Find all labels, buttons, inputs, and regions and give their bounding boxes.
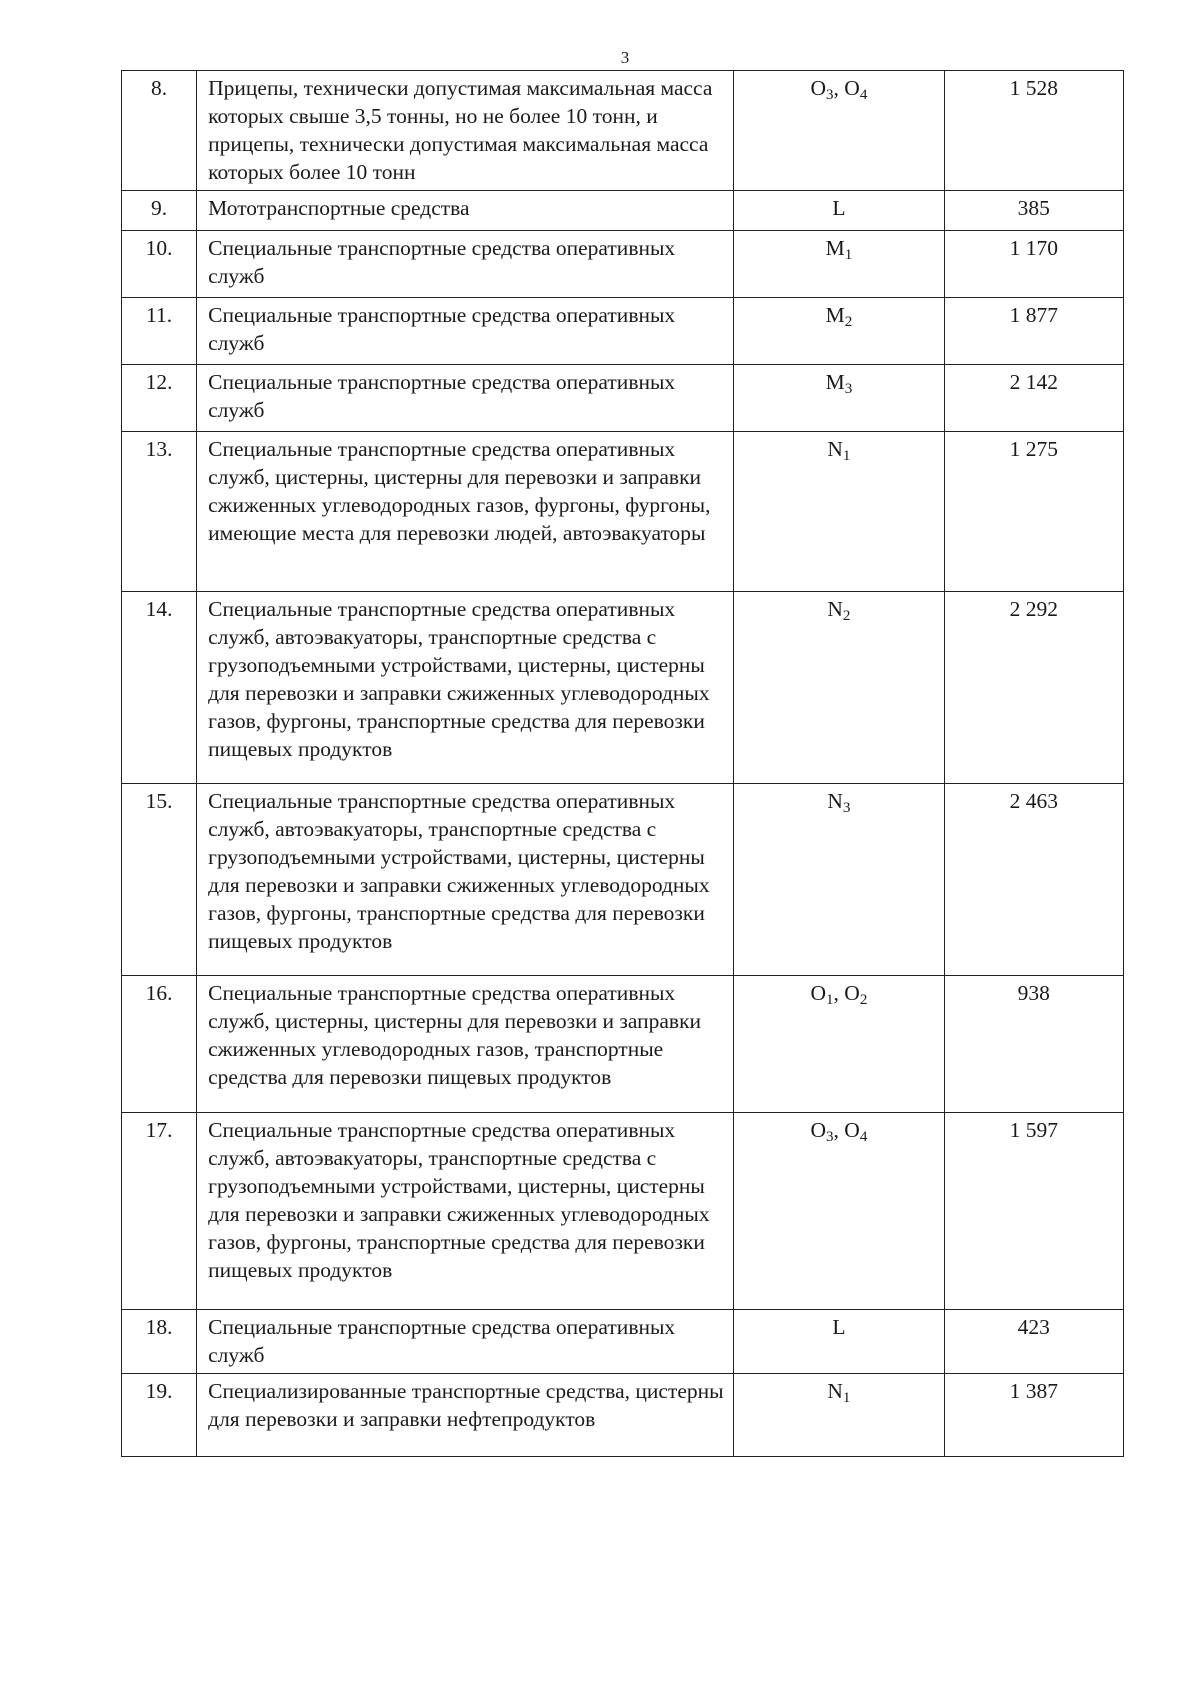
row-number: 12. [122, 365, 197, 432]
table-row [122, 191, 1124, 231]
vehicle-category: $N_2$ [734, 592, 944, 784]
row-number: 17. [122, 1113, 197, 1310]
vehicle-description: Специальные транспортные средства оперативных служб [197, 298, 734, 365]
table-row [122, 784, 1124, 976]
table-body [122, 71, 1124, 1457]
vehicle-category: $M_3$ [734, 365, 944, 432]
page-number: 3 [620, 48, 630, 67]
fee-value: 938 [944, 976, 1123, 1113]
fee-value: 1 877 [944, 298, 1123, 365]
row-number: 13. [122, 432, 197, 592]
row-number: 18. [122, 1310, 197, 1374]
vehicle-description: Специальные транспортные средства оперативных служб [197, 231, 734, 298]
vehicle-description: Специальные транспортные средства оперативных служб [197, 1310, 734, 1374]
vehicle-category-table [121, 70, 1124, 1457]
fee-value: 1 387 [944, 1374, 1123, 1457]
table-row [122, 71, 1124, 191]
vehicle-category: $N_1$ [734, 432, 944, 592]
table-row [122, 231, 1124, 298]
fee-value: 1 275 [944, 432, 1123, 592]
vehicle-category: $M_1$ [734, 231, 944, 298]
vehicle-description: Специальные транспортные средства оперативных служб, цистерны, цистерны для перевозки и заправки сжиженных углеводородных газов, транспортные средства для перевозки пищевых продуктов [197, 976, 734, 1113]
table-row [122, 1113, 1124, 1310]
table-row [122, 1310, 1124, 1374]
fee-value: 2 463 [944, 784, 1123, 976]
fee-value: 1 528 [944, 71, 1123, 191]
vehicle-description: Специальные транспортные средства оперативных служб, цистерны, цистерны для перевозки и заправки сжиженных углеводородных газов, фургоны, фургоны, имеющие места для перевозки людей, автоэвакуаторы [197, 432, 734, 592]
vehicle-description: Специальные транспортные средства оперативных служб, автоэвакуаторы, транспортные средства с грузоподъемными устройствами, цистерны, цистерны для перевозки и заправки сжиженных углеводородных газов, фургоны, транспортные средства для перевозки пищевых продуктов [197, 784, 734, 976]
vehicle-category: $O_3$, $O_4$ [734, 1113, 944, 1310]
vehicle-category: $N_3$ [734, 784, 944, 976]
row-number: 19. [122, 1374, 197, 1457]
vehicle-category: L [734, 1310, 944, 1374]
vehicle-category: $N_1$ [734, 1374, 944, 1457]
fee-value: 423 [944, 1310, 1123, 1374]
vehicle-description: Специальные транспортные средства оперативных служб [197, 365, 734, 432]
vehicle-category: $M_2$ [734, 298, 944, 365]
row-number: 15. [122, 784, 197, 976]
row-number: 14. [122, 592, 197, 784]
vehicle-category: $O_1$, $O_2$ [734, 976, 944, 1113]
table-row [122, 432, 1124, 592]
fee-value: 1 597 [944, 1113, 1123, 1310]
table-row [122, 1374, 1124, 1457]
row-number: 10. [122, 231, 197, 298]
vehicle-description: Мототранспортные средства [197, 191, 734, 231]
row-number: 11. [122, 298, 197, 365]
vehicle-description: Специальные транспортные средства оперативных служб, автоэвакуаторы, транспортные средства с грузоподъемными устройствами, цистерны, цистерны для перевозки и заправки сжиженных углеводородных газов, фургоны, транспортные средства для перевозки пищевых продуктов [197, 592, 734, 784]
fee-value: 2 142 [944, 365, 1123, 432]
row-number: 16. [122, 976, 197, 1113]
table-row [122, 298, 1124, 365]
fee-value: 2 292 [944, 592, 1123, 784]
table-row [122, 365, 1124, 432]
vehicle-category: $O_3$, $O_4$ [734, 71, 944, 191]
fee-value: 1 170 [944, 231, 1123, 298]
fee-value: 385 [944, 191, 1123, 231]
vehicle-description: Прицепы, технически допустимая максимальная масса которых свыше 3,5 тонны, но не более 10 тонн, и прицепы, технически допустимая максимальная масса которых более 10 тонн [197, 71, 734, 191]
row-number: 8. [122, 71, 197, 191]
table-row [122, 592, 1124, 784]
vehicle-description: Специальные транспортные средства оперативных служб, автоэвакуаторы, транспортные средства с грузоподъемными устройствами, цистерны, цистерны для перевозки и заправки сжиженных углеводородных газов, фургоны, транспортные средства для перевозки пищевых продуктов [197, 1113, 734, 1310]
row-number: 9. [122, 191, 197, 231]
vehicle-description: Специализированные транспортные средства, цистерны для перевозки и заправки нефтепродуктов [197, 1374, 734, 1457]
vehicle-category: L [734, 191, 944, 231]
table-row [122, 976, 1124, 1113]
